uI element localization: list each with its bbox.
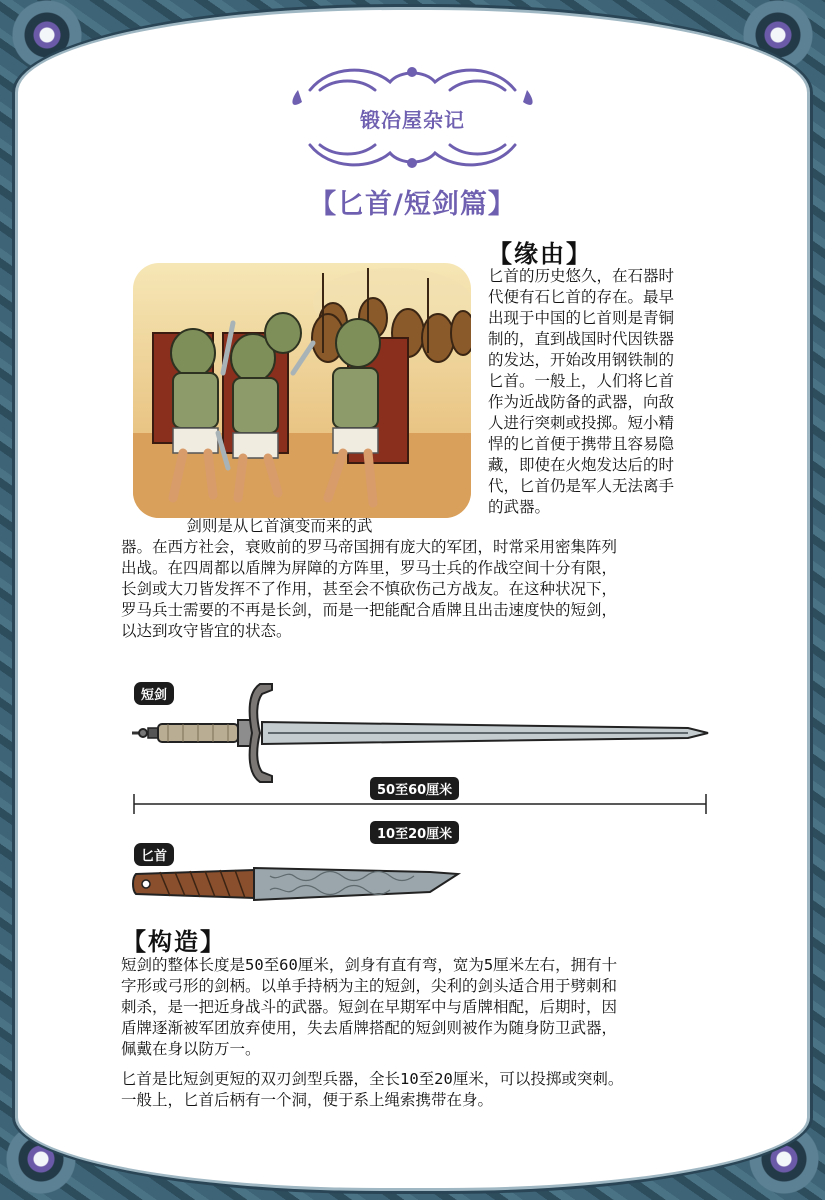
- measure-line-icon: [130, 792, 710, 814]
- dagger-length-label: 10至20厘米: [370, 821, 459, 844]
- structure-heading: 【构造】: [122, 928, 226, 956]
- structure-paragraph-2: 匕首是比短剑更短的双刃剑型兵器，全长10至20厘米，可以投掷或突刺。 一般上，匕首后柄有一个洞，便于系上绳索携带在身。: [121, 1070, 624, 1109]
- dagger-icon: [130, 862, 462, 904]
- header-title: 锻冶屋杂记: [360, 108, 465, 132]
- short-sword-icon: [128, 672, 712, 784]
- dagger-label: 匕首: [134, 843, 174, 866]
- structure-paragraph-1: 短剑的整体长度是50至60厘米，剑身有直有弯，宽为5厘米左右，拥有十 字形或弓形的剑柄。以单手持柄为主的短剑，尖利的剑头适合用于劈刺和 刺杀，是一把近身战斗的武器。短剑在早期军中与盾牌相配，后期时，因 盾牌逐渐被军团放弃使用，失去盾牌搭配的短剑则被作为随身防卫武器， 佩戴在身以防万一。: [121, 956, 618, 1058]
- origin-paragraph-1: 匕首的历史悠久，在石器时 代便有石匕首的存在。最早 出现于中国的匕首则是青铜 制的，直到战国时代因铁器 的发达，开始改用钢铁制的 匕首。一般上，人们将匕首 作为近战防备的武器，向敌 人进行突刺或投掷。短小精 悍的匕首便于携带且容易隐 藏，即使在火炮发达后的时 代，匕首仍是军人无法离手 的武器。: [488, 267, 675, 516]
- short-sword-label: 短剑: [134, 682, 174, 705]
- origin-heading: 【缘由】: [488, 240, 592, 268]
- roman-soldiers-illustration: [133, 263, 471, 518]
- origin-paragraph-2: 剑则是从匕首演变而来的武 器。在西方社会，衰败前的罗马帝国拥有庞大的军团，时常采用密集阵列 出战。在四周都以盾牌为屏障的方阵里，罗马士兵的作战空间十分有限， 长剑或大刀皆发挥不了作用，甚至会不慎砍伤己方战友。在这种状况下， 罗马兵士需要的不再是长剑，而是一把能配合盾牌且出击速度快的短剑， 以达到攻守皆宜的状态。: [121, 517, 618, 640]
- short-sword-length-label: 50至60厘米: [370, 777, 459, 800]
- section-title: 【匕首/短剑篇】: [309, 189, 516, 220]
